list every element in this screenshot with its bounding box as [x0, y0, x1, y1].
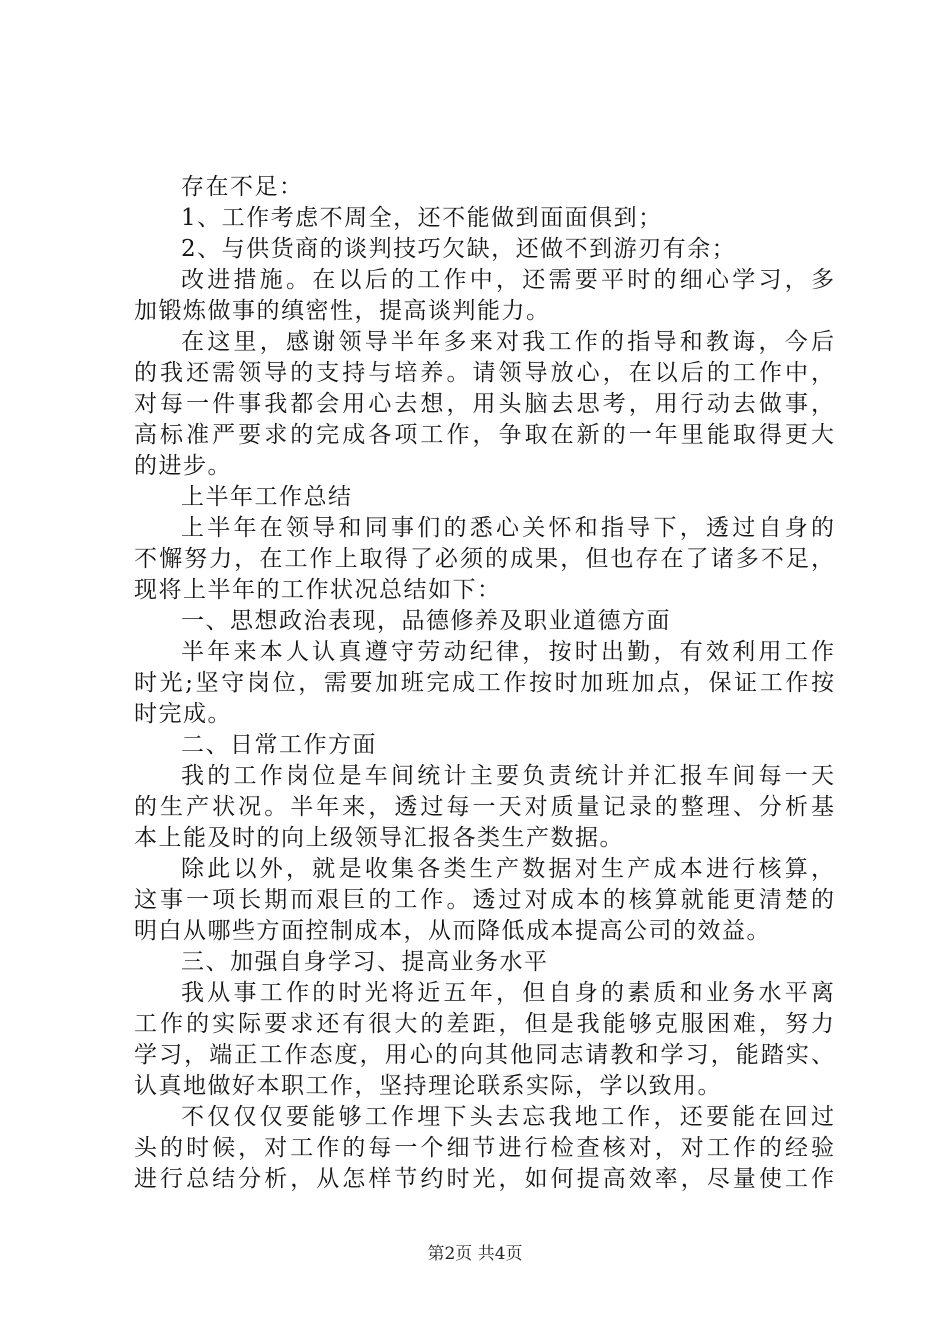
text-line: 在这里，感谢领导半年多来对我工作的指导和教诲，今后 [181, 329, 834, 355]
text-line: 上半年工作总结 [181, 484, 353, 510]
text-line: 2、与供货商的谈判技巧欠缺，还做不到游刃有余； [181, 236, 737, 262]
text-line: 时光;坚守岗位，需要加班完成工作按时加班加点，保证工作按 [134, 670, 834, 696]
text-line: 不仅仅仅要能够工作埋下头去忘我地工作，还要能在回过 [181, 1104, 834, 1130]
text-line: 头的时候，对工作的每一个细节进行检查核对，对工作的经验 [134, 1135, 834, 1161]
text-line: 加锻炼做事的缜密性，提高谈判能力。 [134, 298, 551, 324]
document-body [134, 172, 834, 1195]
text-line: 1、工作考虑不周全，还不能做到面面俱到； [181, 205, 663, 231]
text-line: 半年来本人认真遵守劳动纪律，按时出勤，有效利用工作 [181, 639, 834, 665]
text-line: 除此以外，就是收集各类生产数据对生产成本进行核算， [181, 856, 834, 882]
text-line: 高标准严要求的完成各项工作，争取在新的一年里能取得更大 [134, 422, 834, 448]
text-line: 这事一项长期而艰巨的工作。透过对成本的核算就能更清楚的 [134, 887, 834, 913]
text-line: 明白从哪些方面控制成本，从而降低成本提高公司的效益。 [134, 918, 771, 944]
text-line: 对每一件事我都会用心去想，用头脑去思考，用行动去做事， [134, 391, 834, 417]
text-line: 三、加强自身学习、提高业务水平 [181, 949, 549, 975]
text-line: 上半年在领导和同事们的悉心关怀和指导下，透过自身的 [181, 515, 834, 541]
text-line: 的生产状况。半年来，透过每一天对质量记录的整理、分析基 [134, 794, 834, 820]
text-line: 本上能及时的向上级领导汇报各类生产数据。 [134, 825, 624, 851]
text-line: 我从事工作的时光将近五年，但自身的素质和业务水平离 [181, 980, 834, 1006]
text-line: 我的工作岗位是车间统计主要负责统计并汇报车间每一天 [181, 763, 834, 789]
text-line: 二、日常工作方面 [181, 732, 377, 758]
page-footer: 第2页 共4页 [427, 1244, 523, 1264]
text-line: 学习，端正工作态度，用心的向其他同志请教和学习，能踏实、 [134, 1042, 834, 1068]
text-line: 时完成。 [134, 701, 232, 727]
text-line: 现将上半年的工作状况总结如下： [134, 577, 502, 603]
text-line: 一、思想政治表现，品德修养及职业道德方面 [181, 608, 671, 634]
text-line: 工作的实际要求还有很大的差距，但是我能够克服困难，努力 [134, 1011, 834, 1037]
text-line: 不懈努力，在工作上取得了必须的成果，但也存在了诸多不足， [134, 546, 834, 572]
text-line: 认真地做好本职工作，坚持理论联系实际，学以致用。 [134, 1073, 722, 1099]
text-line: 改进措施。在以后的工作中，还需要平时的细心学习，多 [181, 267, 834, 293]
text-line: 的进步。 [134, 453, 232, 479]
text-line: 存在不足： [181, 174, 304, 200]
text-line: 进行总结分析，从怎样节约时光，如何提高效率，尽量使工作 [134, 1166, 834, 1192]
text-line: 的我还需领导的支持与培养。请领导放心，在以后的工作中， [134, 360, 834, 386]
